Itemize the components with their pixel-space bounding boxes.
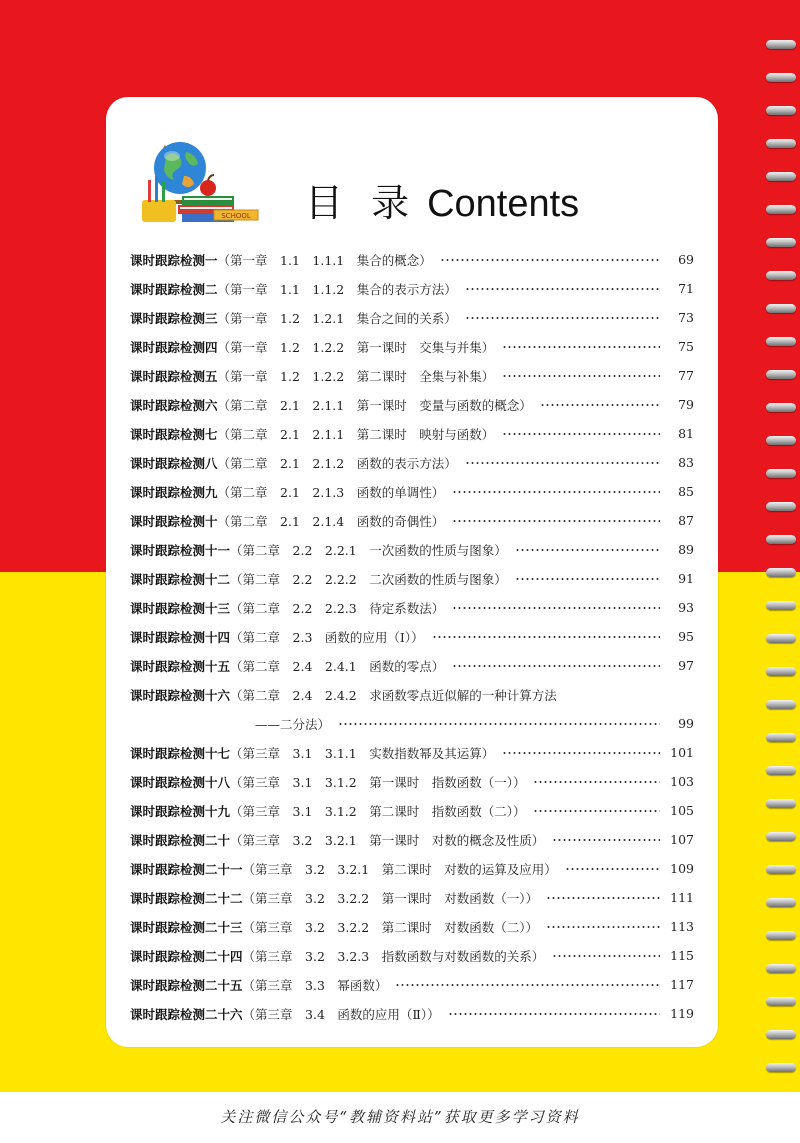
- toc-entry-description: （第三章 3.3 幂函数）: [242, 977, 388, 993]
- toc-entry-label: 课时跟踪检测六: [130, 397, 218, 413]
- toc-page-number: 75: [678, 339, 694, 354]
- toc-entry-description: （第三章 3.4 函数的应用（Ⅱ））: [242, 1006, 440, 1022]
- toc-entry-description: （第三章 3.2 3.2.2 第一课时 对数函数（一））: [242, 890, 538, 906]
- toc-entry-label: 课时跟踪检测七: [130, 426, 218, 442]
- spiral-ring: [766, 634, 796, 643]
- spiral-ring: [766, 205, 796, 214]
- toc-page-number: 99: [678, 716, 694, 731]
- toc-page-number: 117: [670, 977, 694, 992]
- toc-page-number: 109: [670, 861, 694, 876]
- toc-leader-dots: [546, 897, 660, 899]
- toc-entry-description: ——二分法）: [255, 716, 331, 732]
- toc-leader-dots: [395, 984, 660, 986]
- toc-entry-label: 课时跟踪检测二十五: [130, 977, 243, 993]
- spiral-ring: [766, 832, 796, 841]
- toc-page-number: 95: [678, 629, 694, 644]
- toc-entry-description: （第一章 1.1 1.1.2 集合的表示方法）: [217, 281, 457, 297]
- globe-books-icon: [138, 130, 260, 226]
- toc-entry-label: 课时跟踪检测二十三: [130, 919, 243, 935]
- toc-entry-label: 课时跟踪检测十四: [130, 629, 231, 645]
- toc-entry-label: 课时跟踪检测十五: [130, 658, 231, 674]
- toc-page-number: 89: [678, 542, 694, 557]
- title-english: Contents: [427, 183, 580, 225]
- toc-entry-label: 课时跟踪检测十六: [130, 687, 231, 703]
- toc-entry[interactable]: [130, 332, 694, 361]
- toc-entry-label: 课时跟踪检测二十一: [130, 861, 243, 877]
- toc-entry[interactable]: [130, 912, 694, 941]
- toc-entry-description: （第二章 2.4 2.4.2 求函数零点近似解的一种计算方法: [230, 687, 557, 703]
- toc-entry-label: 课时跟踪检测十: [130, 513, 218, 529]
- spiral-ring: [766, 40, 796, 49]
- table-of-contents: [130, 245, 694, 1028]
- toc-entry-description: （第二章 2.1 2.1.2 函数的表示方法）: [217, 455, 457, 471]
- toc-page-number: 81: [678, 426, 694, 441]
- toc-entry-description: （第三章 3.2 3.2.3 指数函数与对数函数的关系）: [242, 948, 545, 964]
- toc-entry[interactable]: [130, 680, 694, 709]
- toc-entry[interactable]: [130, 303, 694, 332]
- toc-entry-description: （第二章 2.4 2.4.1 函数的零点）: [230, 658, 445, 674]
- toc-entry[interactable]: [130, 999, 694, 1028]
- toc-leader-dots: [540, 404, 660, 406]
- spiral-ring: [766, 1030, 796, 1039]
- toc-entry-description: （第一章 1.2 1.2.2 第一课时 交集与并集）: [217, 339, 495, 355]
- toc-entry[interactable]: [130, 593, 694, 622]
- toc-page-number: 119: [670, 1006, 694, 1021]
- spiral-ring: [766, 667, 796, 676]
- spiral-ring: [766, 535, 796, 544]
- spiral-ring: [766, 73, 796, 82]
- toc-leader-dots: [533, 781, 660, 783]
- toc-leader-dots: [552, 955, 660, 957]
- toc-page-number: 79: [678, 397, 694, 412]
- spiral-ring: [766, 766, 796, 775]
- toc-leader-dots: [565, 868, 660, 870]
- toc-entry[interactable]: [130, 535, 694, 564]
- toc-leader-dots: [452, 607, 660, 609]
- toc-entry-description: （第一章 1.2 1.2.1 集合之间的关系）: [217, 310, 457, 326]
- toc-entry-label: 课时跟踪检测十三: [130, 600, 231, 616]
- toc-page-number: 87: [678, 513, 694, 528]
- toc-leader-dots: [502, 346, 660, 348]
- toc-entry-description: （第三章 3.1 3.1.1 实数指数幂及其运算）: [230, 745, 495, 761]
- toc-entry-label: 课时跟踪检测十八: [130, 774, 231, 790]
- toc-page-number: 73: [678, 310, 694, 325]
- toc-page-number: 91: [678, 571, 694, 586]
- toc-entry-label: 课时跟踪检测二: [130, 281, 218, 297]
- spiral-ring: [766, 997, 796, 1006]
- toc-entry[interactable]: [130, 796, 694, 825]
- toc-leader-dots: [546, 926, 660, 928]
- toc-page-number: 97: [678, 658, 694, 673]
- spiral-ring: [766, 931, 796, 940]
- toc-entry[interactable]: [130, 245, 694, 274]
- toc-entry[interactable]: [130, 709, 694, 738]
- toc-entry-description: （第三章 3.2 3.2.1 第二课时 对数的运算及应用）: [242, 861, 557, 877]
- toc-leader-dots: [515, 578, 660, 580]
- toc-entry[interactable]: [130, 477, 694, 506]
- toc-leader-dots: [465, 288, 660, 290]
- toc-page-number: 115: [670, 948, 694, 963]
- spiral-ring: [766, 436, 796, 445]
- toc-page-number: 105: [670, 803, 694, 818]
- toc-leader-dots: [465, 317, 660, 319]
- toc-entry-label: 课时跟踪检测二十二: [130, 890, 243, 906]
- toc-page-number: 111: [670, 890, 694, 905]
- spiral-ring: [766, 172, 796, 181]
- toc-entry[interactable]: [130, 622, 694, 651]
- toc-entry[interactable]: [130, 854, 694, 883]
- toc-page-number: 93: [678, 600, 694, 615]
- toc-entry-label: 课时跟踪检测十二: [130, 571, 231, 587]
- spiral-ring: [766, 700, 796, 709]
- spiral-ring: [766, 370, 796, 379]
- spiral-ring: [766, 568, 796, 577]
- toc-entry-description: （第二章 2.2 2.2.3 待定系数法）: [230, 600, 445, 616]
- spiral-ring: [766, 238, 796, 247]
- toc-leader-dots: [432, 636, 660, 638]
- spiral-ring: [766, 106, 796, 115]
- toc-page-number: 83: [678, 455, 694, 470]
- title-chinese: 目 录: [305, 181, 418, 225]
- toc-leader-dots: [440, 259, 660, 261]
- toc-entry-label: 课时跟踪检测二十六: [130, 1006, 243, 1022]
- toc-entry[interactable]: [130, 506, 694, 535]
- toc-entry-description: （第二章 2.1 2.1.1 第二课时 映射与函数）: [217, 426, 495, 442]
- toc-leader-dots: [502, 433, 660, 435]
- spiral-ring: [766, 502, 796, 511]
- toc-entry-label: 课时跟踪检测九: [130, 484, 218, 500]
- toc-entry[interactable]: [130, 970, 694, 999]
- toc-entry-description: （第二章 2.1 2.1.1 第一课时 变量与函数的概念）: [217, 397, 532, 413]
- spiral-ring: [766, 271, 796, 280]
- toc-entry-label: 课时跟踪检测八: [130, 455, 218, 471]
- spiral-ring: [766, 469, 796, 478]
- toc-entry-label: 课时跟踪检测一: [130, 252, 218, 268]
- toc-entry-description: （第二章 2.1 2.1.3 函数的单调性）: [217, 484, 445, 500]
- toc-entry[interactable]: [130, 274, 694, 303]
- toc-leader-dots: [515, 549, 660, 551]
- toc-leader-dots: [502, 752, 660, 754]
- footer-text: 关注微信公众号“教辅资料站”获取更多学习资料: [220, 1108, 580, 1126]
- spiral-ring: [766, 964, 796, 973]
- toc-leader-dots: [338, 723, 660, 725]
- spiral-ring: [766, 733, 796, 742]
- toc-entry-description: （第二章 2.3 函数的应用（Ⅰ））: [230, 629, 424, 645]
- toc-leader-dots: [465, 462, 660, 464]
- spiral-ring: [766, 337, 796, 346]
- toc-entry-description: （第三章 3.1 3.1.2 第二课时 指数函数（二））: [230, 803, 526, 819]
- spiral-ring: [766, 865, 796, 874]
- spiral-ring: [766, 304, 796, 313]
- toc-entry[interactable]: [130, 825, 694, 854]
- toc-entry[interactable]: [130, 941, 694, 970]
- toc-leader-dots: [533, 810, 660, 812]
- toc-page-number: 69: [678, 252, 694, 267]
- toc-page-number: 101: [670, 745, 694, 760]
- school-deco-label: SCHOOL: [221, 212, 251, 220]
- toc-leader-dots: [502, 375, 660, 377]
- toc-entry[interactable]: [130, 419, 694, 448]
- toc-entry-label: 课时跟踪检测十七: [130, 745, 231, 761]
- toc-page-number: 107: [670, 832, 694, 847]
- toc-entry-description: （第三章 3.1 3.1.2 第一课时 指数函数（一））: [230, 774, 526, 790]
- toc-page-number: 85: [678, 484, 694, 499]
- toc-entry-label: 课时跟踪检测十一: [130, 542, 231, 558]
- toc-entry-label: 课时跟踪检测四: [130, 339, 218, 355]
- spiral-ring: [766, 1063, 796, 1072]
- toc-page-number: 71: [678, 281, 694, 296]
- toc-entry-label: 课时跟踪检测二十四: [130, 948, 243, 964]
- toc-entry-description: （第三章 3.2 3.2.1 第一课时 对数的概念及性质）: [230, 832, 545, 848]
- toc-entry[interactable]: [130, 738, 694, 767]
- toc-leader-dots: [452, 665, 660, 667]
- toc-entry[interactable]: [130, 361, 694, 390]
- toc-entry-label: 课时跟踪检测十九: [130, 803, 231, 819]
- toc-entry-label: 课时跟踪检测二十: [130, 832, 231, 848]
- toc-entry-label: 课时跟踪检测三: [130, 310, 218, 326]
- toc-entry[interactable]: [130, 883, 694, 912]
- spiral-binding: [760, 40, 800, 1100]
- spiral-ring: [766, 898, 796, 907]
- toc-entry-description: （第一章 1.2 1.2.2 第二课时 全集与补集）: [217, 368, 495, 384]
- toc-leader-dots: [452, 491, 660, 493]
- page-title: [305, 172, 579, 228]
- spiral-ring: [766, 601, 796, 610]
- toc-entry-label: 课时跟踪检测五: [130, 368, 218, 384]
- spiral-ring: [766, 139, 796, 148]
- toc-leader-dots: [552, 839, 660, 841]
- spiral-ring: [766, 799, 796, 808]
- toc-page-number: 103: [670, 774, 694, 789]
- toc-leader-dots: [448, 1013, 660, 1015]
- toc-entry-description: （第二章 2.1 2.1.4 函数的奇偶性）: [217, 513, 445, 529]
- toc-entry[interactable]: [130, 767, 694, 796]
- toc-entry-description: （第三章 3.2 3.2.2 第二课时 对数函数（二））: [242, 919, 538, 935]
- toc-entry-description: （第二章 2.2 2.2.2 二次函数的性质与图象）: [230, 571, 507, 587]
- spiral-ring: [766, 403, 796, 412]
- toc-page-number: 113: [670, 919, 694, 934]
- toc-entry[interactable]: [130, 651, 694, 680]
- toc-entry[interactable]: [130, 390, 694, 419]
- toc-page-number: 77: [678, 368, 694, 383]
- toc-entry[interactable]: [130, 448, 694, 477]
- toc-entry-description: （第一章 1.1 1.1.1 集合的概念）: [217, 252, 432, 268]
- toc-entry-description: （第二章 2.2 2.2.1 一次函数的性质与图象）: [230, 542, 507, 558]
- toc-leader-dots: [452, 520, 660, 522]
- toc-entry[interactable]: [130, 564, 694, 593]
